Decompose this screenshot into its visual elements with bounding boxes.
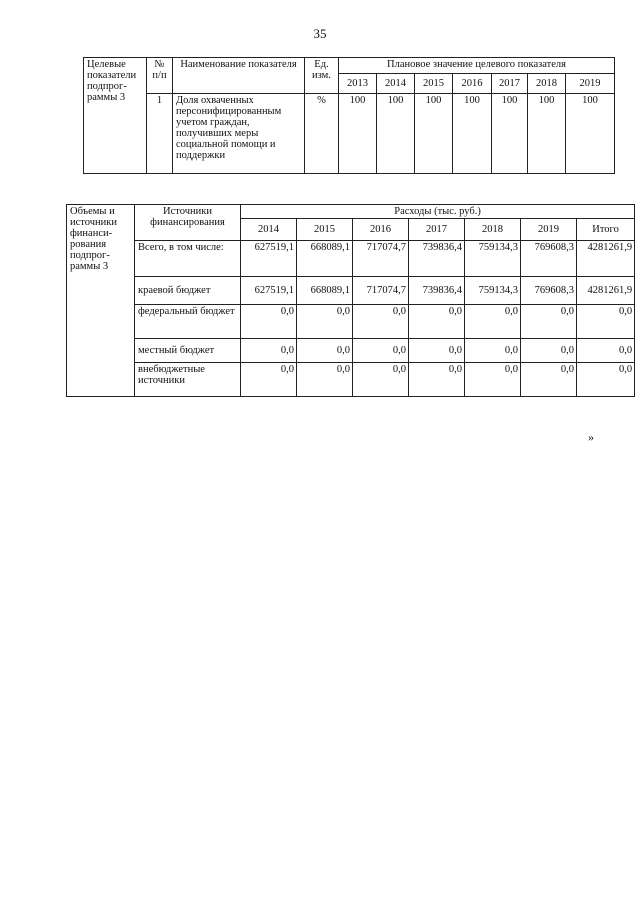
amount-cell: 0,0 bbox=[465, 363, 521, 397]
indicator-value: 100 bbox=[415, 94, 453, 174]
amount-cell: 769608,3 bbox=[521, 277, 577, 305]
amount-cell: 0,0 bbox=[241, 305, 297, 339]
amount-cell: 0,0 bbox=[409, 363, 465, 397]
total-header: Итого bbox=[577, 219, 635, 241]
source-label: внебюджетные источники bbox=[135, 363, 241, 397]
amount-cell: 0,0 bbox=[241, 363, 297, 397]
amount-cell: 0,0 bbox=[297, 339, 353, 363]
indicator-value: 100 bbox=[339, 94, 377, 174]
amount-cell: 4281261,9 bbox=[577, 241, 635, 277]
year-header: 2013 bbox=[339, 74, 377, 94]
amount-cell: 769608,3 bbox=[521, 241, 577, 277]
amount-cell: 0,0 bbox=[409, 305, 465, 339]
year-header: 2017 bbox=[409, 219, 465, 241]
amount-cell: 668089,1 bbox=[297, 241, 353, 277]
year-header: 2019 bbox=[521, 219, 577, 241]
amount-cell: 0,0 bbox=[521, 339, 577, 363]
col-name-header: Наименование показателя bbox=[173, 58, 305, 94]
source-label: Всего, в том числе: bbox=[135, 241, 241, 277]
amount-cell: 0,0 bbox=[521, 305, 577, 339]
target-indicators-table bbox=[83, 57, 615, 174]
year-header: 2016 bbox=[353, 219, 409, 241]
col-plan-header: Плановое значение целевого показателя bbox=[339, 58, 615, 74]
year-header: 2018 bbox=[465, 219, 521, 241]
year-header: 2015 bbox=[297, 219, 353, 241]
amount-cell: 0,0 bbox=[465, 305, 521, 339]
indicator-unit: % bbox=[305, 94, 339, 174]
amount-cell: 717074,7 bbox=[353, 241, 409, 277]
amount-cell: 0,0 bbox=[521, 363, 577, 397]
amount-cell: 0,0 bbox=[241, 339, 297, 363]
amount-cell: 739836,4 bbox=[409, 277, 465, 305]
year-header: 2019 bbox=[566, 74, 615, 94]
amount-cell: 668089,1 bbox=[297, 277, 353, 305]
amount-cell: 759134,3 bbox=[465, 241, 521, 277]
financing-row-header: Объемы и источники финанси-рования подпрог-раммы 3 bbox=[67, 205, 135, 397]
amount-cell: 627519,1 bbox=[241, 277, 297, 305]
amount-cell: 4281261,9 bbox=[577, 277, 635, 305]
indicator-value: 100 bbox=[492, 94, 528, 174]
year-header: 2017 bbox=[492, 74, 528, 94]
indicators-row-header: Целевые показатели подпрог-раммы 3 bbox=[84, 58, 147, 174]
amount-cell: 0,0 bbox=[353, 305, 409, 339]
source-label: краевой бюджет bbox=[135, 277, 241, 305]
year-header: 2016 bbox=[453, 74, 492, 94]
amount-cell: 0,0 bbox=[353, 339, 409, 363]
amount-cell: 0,0 bbox=[297, 363, 353, 397]
amount-cell: 0,0 bbox=[577, 305, 635, 339]
col-expenses-header: Расходы (тыс. руб.) bbox=[241, 205, 635, 219]
indicator-number: 1 bbox=[147, 94, 173, 174]
indicator-value: 100 bbox=[377, 94, 415, 174]
indicator-value: 100 bbox=[528, 94, 566, 174]
amount-cell: 0,0 bbox=[353, 363, 409, 397]
col-unit-header: Ед. изм. bbox=[305, 58, 339, 94]
year-header: 2014 bbox=[377, 74, 415, 94]
amount-cell: 717074,7 bbox=[353, 277, 409, 305]
amount-cell: 0,0 bbox=[465, 339, 521, 363]
indicator-name: Доля охваченных персонифицированным учетом граждан, получивших меры социальной помощи и поддержки bbox=[173, 94, 305, 174]
amount-cell: 0,0 bbox=[409, 339, 465, 363]
indicator-value: 100 bbox=[566, 94, 615, 174]
amount-cell: 627519,1 bbox=[241, 241, 297, 277]
financing-table bbox=[66, 204, 635, 397]
source-label: федеральный бюджет bbox=[135, 305, 241, 339]
amount-cell: 0,0 bbox=[297, 305, 353, 339]
amount-cell: 759134,3 bbox=[465, 277, 521, 305]
col-number-header: № п/п bbox=[147, 58, 173, 94]
year-header: 2014 bbox=[241, 219, 297, 241]
source-label: местный бюджет bbox=[135, 339, 241, 363]
indicator-value: 100 bbox=[453, 94, 492, 174]
amount-cell: 0,0 bbox=[577, 339, 635, 363]
amount-cell: 0,0 bbox=[577, 363, 635, 397]
amount-cell: 739836,4 bbox=[409, 241, 465, 277]
year-header: 2015 bbox=[415, 74, 453, 94]
col-sources-header: Источники финансирования bbox=[135, 205, 241, 241]
closing-quote-mark: » bbox=[588, 430, 594, 444]
page-number: 35 bbox=[313, 26, 327, 41]
year-header: 2018 bbox=[528, 74, 566, 94]
